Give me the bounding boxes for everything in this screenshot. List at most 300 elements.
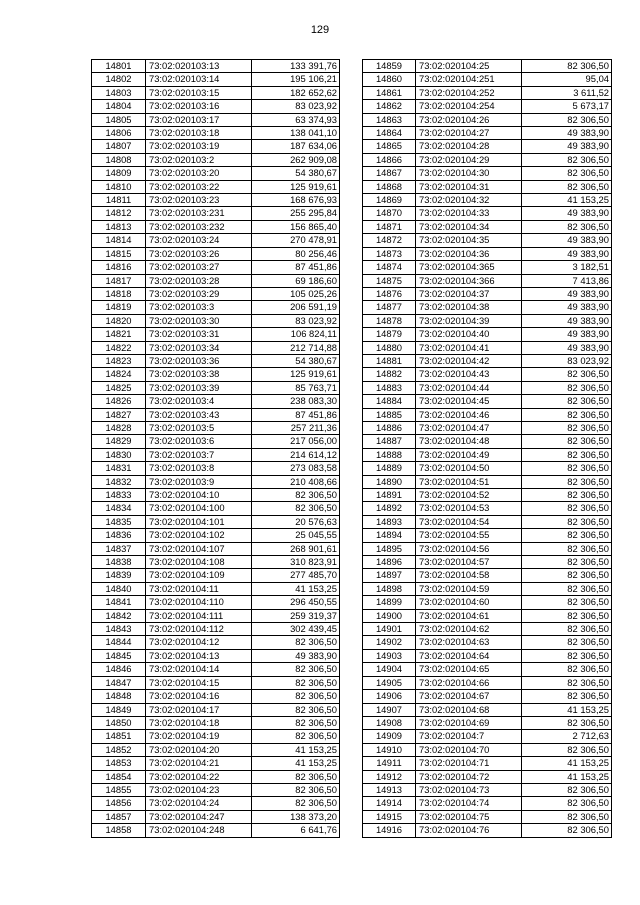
row-number-cell: 14818 <box>92 287 146 300</box>
table-row <box>92 582 340 595</box>
cadastral-number-cell: 73:02:020103:23 <box>146 194 252 207</box>
table-row <box>363 716 612 729</box>
cadastral-number-cell: 73:02:020104:27 <box>416 127 522 140</box>
row-number-cell: 14846 <box>92 663 146 676</box>
value-cell: 80 256,46 <box>252 247 340 260</box>
table-row <box>92 730 340 743</box>
row-number-cell: 14850 <box>92 716 146 729</box>
table-row <box>92 220 340 233</box>
value-cell: 82 306,50 <box>522 609 612 622</box>
table-row <box>92 301 340 314</box>
cadastral-number-cell: 73:02:020103:36 <box>146 354 252 367</box>
value-cell: 82 306,50 <box>522 636 612 649</box>
row-number-cell: 14804 <box>92 100 146 113</box>
cadastral-number-cell: 73:02:020103:7 <box>146 448 252 461</box>
value-cell: 212 714,88 <box>252 341 340 354</box>
cadastral-number-cell: 73:02:020103:232 <box>146 220 252 233</box>
row-number-cell: 14909 <box>363 730 416 743</box>
table-row <box>92 542 340 555</box>
row-number-cell: 14874 <box>363 261 416 274</box>
value-cell: 82 306,50 <box>252 489 340 502</box>
cadastral-number-cell: 73:02:020104:69 <box>416 716 522 729</box>
table-row <box>363 274 612 287</box>
value-cell: 82 306,50 <box>522 716 612 729</box>
table-row <box>363 609 612 622</box>
table-row <box>92 435 340 448</box>
row-number-cell: 14833 <box>92 489 146 502</box>
row-number-cell: 14826 <box>92 395 146 408</box>
row-number-cell: 14869 <box>363 194 416 207</box>
cadastral-number-cell: 73:02:020104:56 <box>416 542 522 555</box>
value-cell: 273 083,58 <box>252 462 340 475</box>
row-number-cell: 14865 <box>363 140 416 153</box>
row-number-cell: 14862 <box>363 100 416 113</box>
table-row <box>363 743 612 756</box>
cadastral-number-cell: 73:02:020104:54 <box>416 515 522 528</box>
cadastral-number-cell: 73:02:020104:53 <box>416 502 522 515</box>
cadastral-number-cell: 73:02:020104:111 <box>146 609 252 622</box>
table-row <box>92 261 340 274</box>
value-cell: 6 641,76 <box>252 824 340 837</box>
cadastral-number-cell: 73:02:020104:44 <box>416 381 522 394</box>
cadastral-number-cell: 73:02:020103:231 <box>146 207 252 220</box>
cadastral-number-cell: 73:02:020104:57 <box>416 556 522 569</box>
value-cell: 217 056,00 <box>252 435 340 448</box>
value-cell: 182 652,62 <box>252 86 340 99</box>
row-number-cell: 14905 <box>363 676 416 689</box>
row-number-cell: 14911 <box>363 757 416 770</box>
value-cell: 82 306,50 <box>522 462 612 475</box>
table-row <box>92 381 340 394</box>
table-row <box>363 180 612 193</box>
table-row <box>92 354 340 367</box>
table-row <box>363 60 612 73</box>
table-row <box>92 515 340 528</box>
table-row <box>363 408 612 421</box>
row-number-cell: 14912 <box>363 770 416 783</box>
cadastral-number-cell: 73:02:020104:10 <box>146 489 252 502</box>
value-cell: 83 023,92 <box>522 354 612 367</box>
cadastral-number-cell: 73:02:020104:24 <box>146 797 252 810</box>
row-number-cell: 14819 <box>92 301 146 314</box>
row-number-cell: 14828 <box>92 421 146 434</box>
value-cell: 82 306,50 <box>522 113 612 126</box>
cadastral-number-cell: 73:02:020104:37 <box>416 287 522 300</box>
cadastral-number-cell: 73:02:020104:67 <box>416 690 522 703</box>
value-cell: 41 153,25 <box>252 743 340 756</box>
table-row <box>363 502 612 515</box>
table-row <box>92 328 340 341</box>
cadastral-number-cell: 73:02:020104:17 <box>146 703 252 716</box>
cadastral-number-cell: 73:02:020104:34 <box>416 220 522 233</box>
value-cell: 82 306,50 <box>252 636 340 649</box>
cadastral-number-cell: 73:02:020103:38 <box>146 368 252 381</box>
table-row <box>363 690 612 703</box>
row-number-cell: 14877 <box>363 301 416 314</box>
row-number-cell: 14880 <box>363 341 416 354</box>
row-number-cell: 14871 <box>363 220 416 233</box>
right-table <box>362 59 612 838</box>
cadastral-number-cell: 73:02:020104:46 <box>416 408 522 421</box>
value-cell: 82 306,50 <box>522 676 612 689</box>
row-number-cell: 14891 <box>363 489 416 502</box>
value-cell: 87 451,86 <box>252 408 340 421</box>
cadastral-number-cell: 73:02:020104:52 <box>416 489 522 502</box>
cadastral-number-cell: 73:02:020104:59 <box>416 582 522 595</box>
value-cell: 262 909,08 <box>252 153 340 166</box>
value-cell: 87 451,86 <box>252 261 340 274</box>
table-row <box>363 167 612 180</box>
value-cell: 82 306,50 <box>522 623 612 636</box>
row-number-cell: 14899 <box>363 596 416 609</box>
cadastral-number-cell: 73:02:020103:31 <box>146 328 252 341</box>
value-cell: 82 306,50 <box>522 542 612 555</box>
row-number-cell: 14876 <box>363 287 416 300</box>
value-cell: 187 634,06 <box>252 140 340 153</box>
cadastral-number-cell: 73:02:020104:73 <box>416 783 522 796</box>
row-number-cell: 14885 <box>363 408 416 421</box>
row-number-cell: 14806 <box>92 127 146 140</box>
row-number-cell: 14840 <box>92 582 146 595</box>
value-cell: 85 763,71 <box>252 381 340 394</box>
table-row <box>363 703 612 716</box>
cadastral-number-cell: 73:02:020104:55 <box>416 529 522 542</box>
table-row <box>92 180 340 193</box>
value-cell: 82 306,50 <box>522 153 612 166</box>
cadastral-number-cell: 73:02:020104:33 <box>416 207 522 220</box>
cadastral-number-cell: 73:02:020103:27 <box>146 261 252 274</box>
value-cell: 82 306,50 <box>522 448 612 461</box>
table-row <box>92 824 340 837</box>
table-row <box>92 609 340 622</box>
value-cell: 106 824,11 <box>252 328 340 341</box>
table-row <box>92 153 340 166</box>
cadastral-number-cell: 73:02:020104:49 <box>416 448 522 461</box>
cadastral-number-cell: 73:02:020103:15 <box>146 86 252 99</box>
table-row <box>92 649 340 662</box>
row-number-cell: 14816 <box>92 261 146 274</box>
value-cell: 3 182,51 <box>522 261 612 274</box>
table-row <box>363 556 612 569</box>
table-row <box>363 341 612 354</box>
table-row <box>363 234 612 247</box>
table-row <box>92 140 340 153</box>
row-number-cell: 14915 <box>363 810 416 823</box>
row-number-cell: 14820 <box>92 314 146 327</box>
cadastral-number-cell: 73:02:020104:7 <box>416 730 522 743</box>
value-cell: 259 319,37 <box>252 609 340 622</box>
row-number-cell: 14831 <box>92 462 146 475</box>
table-row <box>363 475 612 488</box>
cadastral-number-cell: 73:02:020104:29 <box>416 153 522 166</box>
cadastral-number-cell: 73:02:020104:247 <box>146 810 252 823</box>
value-cell: 238 083,30 <box>252 395 340 408</box>
cadastral-number-cell: 73:02:020104:41 <box>416 341 522 354</box>
row-number-cell: 14884 <box>363 395 416 408</box>
table-row <box>92 690 340 703</box>
value-cell: 82 306,50 <box>522 220 612 233</box>
row-number-cell: 14901 <box>363 623 416 636</box>
row-number-cell: 14916 <box>363 824 416 837</box>
table-row <box>363 569 612 582</box>
table-row <box>92 676 340 689</box>
value-cell: 49 383,90 <box>522 234 612 247</box>
value-cell: 41 153,25 <box>252 757 340 770</box>
row-number-cell: 14866 <box>363 153 416 166</box>
value-cell: 83 023,92 <box>252 314 340 327</box>
cadastral-number-cell: 73:02:020104:28 <box>416 140 522 153</box>
value-cell: 138 041,10 <box>252 127 340 140</box>
row-number-cell: 14883 <box>363 381 416 394</box>
value-cell: 63 374,93 <box>252 113 340 126</box>
table-row <box>363 301 612 314</box>
value-cell: 82 306,50 <box>522 596 612 609</box>
value-cell: 82 306,50 <box>522 690 612 703</box>
value-cell: 82 306,50 <box>522 435 612 448</box>
table-row <box>92 127 340 140</box>
value-cell: 82 306,50 <box>522 797 612 810</box>
row-number-cell: 14858 <box>92 824 146 837</box>
cadastral-number-cell: 73:02:020104:48 <box>416 435 522 448</box>
row-number-cell: 14842 <box>92 609 146 622</box>
row-number-cell: 14886 <box>363 421 416 434</box>
row-number-cell: 14848 <box>92 690 146 703</box>
cadastral-number-cell: 73:02:020104:19 <box>146 730 252 743</box>
row-number-cell: 14841 <box>92 596 146 609</box>
value-cell: 49 383,90 <box>522 314 612 327</box>
table-row <box>92 743 340 756</box>
value-cell: 41 153,25 <box>252 582 340 595</box>
value-cell: 41 153,25 <box>522 770 612 783</box>
cadastral-number-cell: 73:02:020104:31 <box>416 180 522 193</box>
table-row <box>363 314 612 327</box>
cadastral-number-cell: 73:02:020104:50 <box>416 462 522 475</box>
page-number: 129 <box>310 24 330 36</box>
table-row <box>363 596 612 609</box>
value-cell: 268 901,61 <box>252 542 340 555</box>
cadastral-number-cell: 73:02:020104:365 <box>416 261 522 274</box>
cadastral-number-cell: 73:02:020103:16 <box>146 100 252 113</box>
cadastral-number-cell: 73:02:020104:20 <box>146 743 252 756</box>
cadastral-number-cell: 73:02:020104:30 <box>416 167 522 180</box>
table-row <box>92 797 340 810</box>
table-row <box>92 703 340 716</box>
table-row <box>92 408 340 421</box>
row-number-cell: 14882 <box>363 368 416 381</box>
cadastral-number-cell: 73:02:020104:254 <box>416 100 522 113</box>
row-number-cell: 14821 <box>92 328 146 341</box>
row-number-cell: 14836 <box>92 529 146 542</box>
value-cell: 105 025,26 <box>252 287 340 300</box>
row-number-cell: 14813 <box>92 220 146 233</box>
table-row <box>363 448 612 461</box>
cadastral-number-cell: 73:02:020103:26 <box>146 247 252 260</box>
value-cell: 82 306,50 <box>522 556 612 569</box>
value-cell: 49 383,90 <box>252 649 340 662</box>
cadastral-number-cell: 73:02:020104:100 <box>146 502 252 515</box>
row-number-cell: 14809 <box>92 167 146 180</box>
cadastral-number-cell: 73:02:020104:18 <box>146 716 252 729</box>
cadastral-number-cell: 73:02:020104:36 <box>416 247 522 260</box>
cadastral-number-cell: 73:02:020104:62 <box>416 623 522 636</box>
row-number-cell: 14811 <box>92 194 146 207</box>
value-cell: 82 306,50 <box>252 502 340 515</box>
value-cell: 214 614,12 <box>252 448 340 461</box>
value-cell: 41 153,25 <box>522 194 612 207</box>
row-number-cell: 14824 <box>92 368 146 381</box>
value-cell: 82 306,50 <box>522 529 612 542</box>
cadastral-number-cell: 73:02:020104:107 <box>146 542 252 555</box>
row-number-cell: 14802 <box>92 73 146 86</box>
row-number-cell: 14807 <box>92 140 146 153</box>
cadastral-number-cell: 73:02:020103:3 <box>146 301 252 314</box>
cadastral-number-cell: 73:02:020103:34 <box>146 341 252 354</box>
row-number-cell: 14822 <box>92 341 146 354</box>
row-number-cell: 14893 <box>363 515 416 528</box>
table-row <box>92 448 340 461</box>
cadastral-number-cell: 73:02:020104:43 <box>416 368 522 381</box>
row-number-cell: 14843 <box>92 623 146 636</box>
row-number-cell: 14837 <box>92 542 146 555</box>
value-cell: 210 408,66 <box>252 475 340 488</box>
row-number-cell: 14894 <box>363 529 416 542</box>
value-cell: 82 306,50 <box>522 569 612 582</box>
value-cell: 206 591,19 <box>252 301 340 314</box>
table-row <box>92 194 340 207</box>
value-cell: 41 153,25 <box>522 703 612 716</box>
row-number-cell: 14879 <box>363 328 416 341</box>
table-row <box>363 153 612 166</box>
row-number-cell: 14812 <box>92 207 146 220</box>
row-number-cell: 14875 <box>363 274 416 287</box>
row-number-cell: 14815 <box>92 247 146 260</box>
value-cell: 41 153,25 <box>522 757 612 770</box>
cadastral-number-cell: 73:02:020103:5 <box>146 421 252 434</box>
row-number-cell: 14872 <box>363 234 416 247</box>
row-number-cell: 14853 <box>92 757 146 770</box>
table-row <box>363 515 612 528</box>
value-cell: 125 919,61 <box>252 180 340 193</box>
cadastral-number-cell: 73:02:020104:72 <box>416 770 522 783</box>
right-table-body <box>363 60 612 838</box>
row-number-cell: 14825 <box>92 381 146 394</box>
row-number-cell: 14900 <box>363 609 416 622</box>
cadastral-number-cell: 73:02:020103:9 <box>146 475 252 488</box>
cadastral-number-cell: 73:02:020104:66 <box>416 676 522 689</box>
value-cell: 82 306,50 <box>522 489 612 502</box>
value-cell: 82 306,50 <box>522 60 612 73</box>
row-number-cell: 14852 <box>92 743 146 756</box>
row-number-cell: 14904 <box>363 663 416 676</box>
cadastral-number-cell: 73:02:020104:108 <box>146 556 252 569</box>
value-cell: 54 380,67 <box>252 354 340 367</box>
value-cell: 277 485,70 <box>252 569 340 582</box>
row-number-cell: 14832 <box>92 475 146 488</box>
table-row <box>92 757 340 770</box>
table-row <box>92 73 340 86</box>
table-row <box>92 569 340 582</box>
cadastral-number-cell: 73:02:020103:14 <box>146 73 252 86</box>
value-cell: 5 673,17 <box>522 100 612 113</box>
table-row <box>92 623 340 636</box>
table-row <box>363 824 612 837</box>
row-number-cell: 14860 <box>363 73 416 86</box>
value-cell: 156 865,40 <box>252 220 340 233</box>
cadastral-number-cell: 73:02:020104:71 <box>416 757 522 770</box>
value-cell: 138 373,20 <box>252 810 340 823</box>
cadastral-number-cell: 73:02:020104:109 <box>146 569 252 582</box>
row-number-cell: 14868 <box>363 180 416 193</box>
cadastral-number-cell: 73:02:020103:2 <box>146 153 252 166</box>
table-row <box>92 113 340 126</box>
table-row <box>363 582 612 595</box>
table-row <box>92 100 340 113</box>
row-number-cell: 14845 <box>92 649 146 662</box>
table-row <box>92 341 340 354</box>
value-cell: 82 306,50 <box>252 690 340 703</box>
cadastral-number-cell: 73:02:020104:61 <box>416 609 522 622</box>
cadastral-number-cell: 73:02:020103:28 <box>146 274 252 287</box>
row-number-cell: 14856 <box>92 797 146 810</box>
row-number-cell: 14867 <box>363 167 416 180</box>
table-row <box>92 274 340 287</box>
cadastral-number-cell: 73:02:020104:65 <box>416 663 522 676</box>
value-cell: 82 306,50 <box>252 676 340 689</box>
row-number-cell: 14823 <box>92 354 146 367</box>
value-cell: 82 306,50 <box>522 582 612 595</box>
cadastral-number-cell: 73:02:020104:366 <box>416 274 522 287</box>
table-row <box>363 435 612 448</box>
row-number-cell: 14857 <box>92 810 146 823</box>
table-row <box>363 261 612 274</box>
table-row <box>363 100 612 113</box>
cadastral-number-cell: 73:02:020104:76 <box>416 824 522 837</box>
cadastral-number-cell: 73:02:020103:17 <box>146 113 252 126</box>
value-cell: 82 306,50 <box>522 810 612 823</box>
cadastral-number-cell: 73:02:020104:63 <box>416 636 522 649</box>
cadastral-number-cell: 73:02:020104:60 <box>416 596 522 609</box>
table-row <box>363 368 612 381</box>
cadastral-number-cell: 73:02:020104:23 <box>146 783 252 796</box>
table-row <box>363 810 612 823</box>
value-cell: 82 306,50 <box>522 167 612 180</box>
value-cell: 255 295,84 <box>252 207 340 220</box>
table-row <box>92 462 340 475</box>
cadastral-number-cell: 73:02:020104:38 <box>416 301 522 314</box>
row-number-cell: 14847 <box>92 676 146 689</box>
cadastral-number-cell: 73:02:020103:4 <box>146 395 252 408</box>
row-number-cell: 14855 <box>92 783 146 796</box>
row-number-cell: 14870 <box>363 207 416 220</box>
value-cell: 82 306,50 <box>522 421 612 434</box>
row-number-cell: 14878 <box>363 314 416 327</box>
value-cell: 49 383,90 <box>522 287 612 300</box>
table-row <box>363 207 612 220</box>
value-cell: 310 823,91 <box>252 556 340 569</box>
value-cell: 133 391,76 <box>252 60 340 73</box>
value-cell: 82 306,50 <box>252 770 340 783</box>
table-row <box>363 127 612 140</box>
cadastral-number-cell: 73:02:020104:102 <box>146 529 252 542</box>
table-row <box>92 663 340 676</box>
left-table-body <box>92 60 340 838</box>
table-row <box>92 502 340 515</box>
cadastral-number-cell: 73:02:020104:14 <box>146 663 252 676</box>
cadastral-number-cell: 73:02:020104:42 <box>416 354 522 367</box>
row-number-cell: 14892 <box>363 502 416 515</box>
cadastral-number-cell: 73:02:020104:51 <box>416 475 522 488</box>
cadastral-number-cell: 73:02:020104:11 <box>146 582 252 595</box>
